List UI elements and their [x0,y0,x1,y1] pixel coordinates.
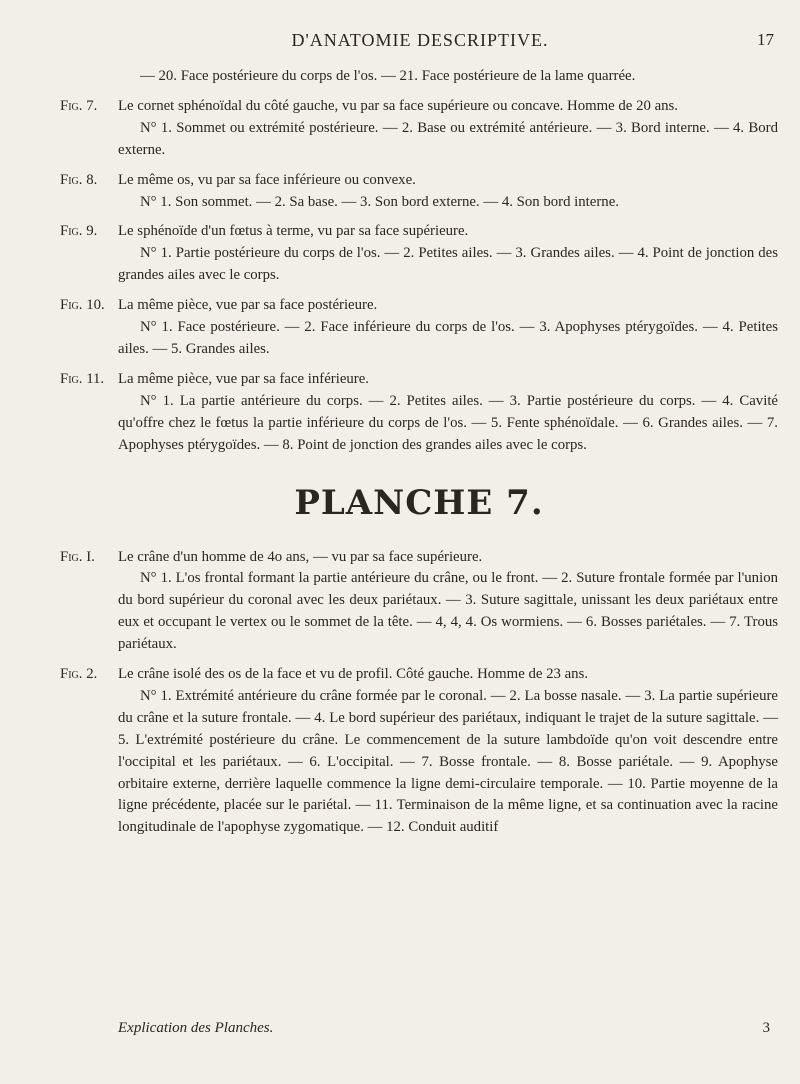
figure-label: Fig. I. [60,548,95,565]
figure-entry-7 [60,96,778,162]
footer-signature-mark: 3 [762,1020,770,1036]
figure-caption: Le sphénoïde d'un fœtus à terme, vu par sa face supérieure. [118,223,469,240]
running-header [60,30,780,56]
figure-caption: Le crâne isolé des os de la face et vu de profil. Côté gauche. Homme de 23 ans. [118,666,589,683]
page-footer [118,1020,770,1042]
figure-legend: N° 1. Partie postérieure du corps de l'os. — 2. Petites ailes. — 3. Grandes ailes. — 4. Point de jonction des grandes ailes avec le corps. [118,245,778,284]
running-title: D'ANATOMIE DESCRIPTIVE. [291,30,549,50]
continued-text: — 20. Face postérieure du corps de l'os. — 21. Face postérieure de la lame quarrée. [140,68,636,84]
figure-legend: N° 1. La partie antérieure du corps. — 2. Petites ailes. — 3. Partie postérieure du corps. — 4. Cavité qu'offre chez le fœtus la partie inférieure du corps de l'os. — 5. Fente sphénoïdale. — 6. Grandes ailes. — 7. Apophyses ptérygoïdes. — 8. Point de jonction des grandes ailes avec le corps. [118,392,778,453]
figure-legend: N° 1. Extrémité antérieure du crâne formée par le coronal. — 2. La bosse nasale. — 3. La partie supérieure du crâne et la suture frontale. — 4. Le bord supérieur des pariétaux, indiquant le trajet de la suture sagittale. — 5. L'extrémité postérieure du crâne. Le commencement de la suture lambdoïde qu'on voit descendre entre l'occipital et les pariétaux. — 6. L'occipital. — 7. Bosse frontale. — 8. Bosse pariétale. — 9. Apophyse orbitaire externe, derrière laquelle commence la ligne demi-circulaire temporale. — 10. Partie moyenne de la ligne précédente, placée sur le pariétal. — 11. Terminaison de la même ligne, et sa continuation avec la racine longitudinale de l'apophyse zygomatique. — 12. Conduit auditif [118,687,778,836]
footer-signature-title: Explication des Planches. [118,1020,274,1036]
figure-entry-10 [60,295,778,361]
figure-caption: La même pièce, vue par sa face postérieure. [118,297,378,314]
figure-caption: Le même os, vu par sa face inférieure ou convexe. [118,171,416,188]
continued-paragraph [118,66,778,88]
figure-label: Fig. 11. [60,370,105,387]
figure-label: Fig. 8. [60,171,98,188]
figure-caption: La même pièce, vue par sa face inférieure. [118,370,369,387]
figure-caption: Le crâne d'un homme de 4o ans, — vu par sa face supérieure. [118,548,483,565]
figure-entry-11 [60,369,778,457]
figure-legend: N° 1. Face postérieure. — 2. Face inférieure du corps de l'os. — 3. Apophyses ptérygoïdes. — 4. Petites ailes. — 5. Grandes ailes. [118,319,778,357]
figure-legend: N° 1. Sommet ou extrémité postérieure. — 2. Base ou extrémité antérieure. — 3. Bord interne. — 4. Bord externe. [118,119,778,158]
page-body [60,66,778,847]
figure-legend: N° 1. Son sommet. — 2. Sa base. — 3. Son bord externe. — 4. Son bord interne. [140,193,619,210]
figure-label: Fig. 2. [60,666,98,683]
figure-label: Fig. 7. [60,97,98,114]
figure-entry-2 [60,664,778,839]
figure-label: Fig. 9. [60,223,98,240]
page-number: 17 [757,30,774,49]
figure-entry-1 [60,547,778,657]
figure-label: Fig. 10. [60,297,105,314]
figure-entry-9 [60,221,778,287]
plate-heading: PLANCHE 7. [294,482,544,523]
figure-list-plate-7 [60,547,778,840]
figure-entry-8 [60,170,778,214]
figure-list-plate-6 [60,96,778,457]
figure-caption: Le cornet sphénoïdal du côté gauche, vu par sa face supérieure ou concave. Homme de 20 ans. [118,97,678,114]
figure-legend: N° 1. L'os frontal formant la partie antérieure du crâne, ou le front. — 2. Suture frontale formée par l'union du bord supérieur du coronal avec les deux pariétaux. — 3. Suture sagittale, unissant les deux pariétaux entre eux et occupant le vertex ou le sommet de la tête. — 4, 4, 4. Os wormiens. — 6. Bosses pariétales. — 7. Trous pariétaux. [118,570,778,653]
